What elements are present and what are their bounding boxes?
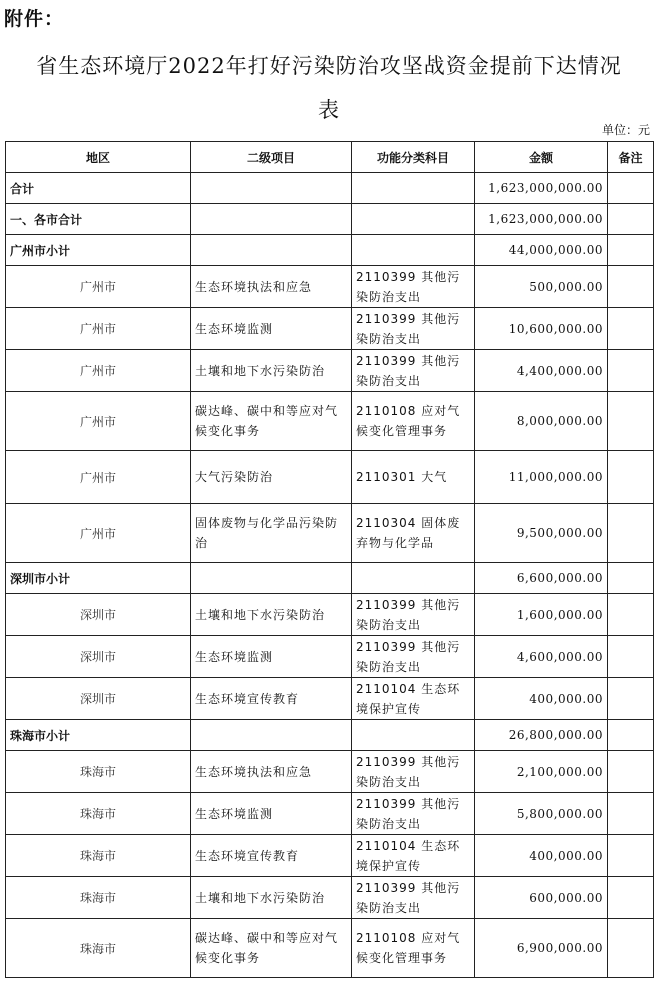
region-cell: 广州市 xyxy=(6,504,191,563)
table-row xyxy=(6,835,654,877)
region-cell: 广州市小计 xyxy=(6,235,191,266)
col-header-function: 功能分类科目 xyxy=(352,142,475,173)
total-row xyxy=(6,173,654,204)
note-cell xyxy=(608,266,654,308)
project-cell xyxy=(191,563,352,594)
total-row xyxy=(6,204,654,235)
region-cell: 合计 xyxy=(6,173,191,204)
project-cell: 碳达峰、碳中和等应对气候变化事务 xyxy=(191,919,352,978)
function-cell: 2110399 其他污染防治支出 xyxy=(352,350,475,392)
note-cell xyxy=(608,720,654,751)
project-cell: 土壤和地下水污染防治 xyxy=(191,594,352,636)
table-row xyxy=(6,919,654,978)
amount-cell: 400,000.00 xyxy=(475,835,608,877)
table-row xyxy=(6,308,654,350)
amount-cell: 4,600,000.00 xyxy=(475,636,608,678)
project-cell: 生态环境宣传教育 xyxy=(191,835,352,877)
region-cell: 珠海市 xyxy=(6,919,191,978)
function-cell: 2110301 大气 xyxy=(352,451,475,504)
amount-cell: 11,000,000.00 xyxy=(475,451,608,504)
project-cell: 生态环境监测 xyxy=(191,636,352,678)
fund-table xyxy=(5,141,654,978)
region-cell: 珠海市 xyxy=(6,835,191,877)
function-cell xyxy=(352,204,475,235)
note-cell xyxy=(608,636,654,678)
function-cell: 2110304 固体废弃物与化学品 xyxy=(352,504,475,563)
project-cell xyxy=(191,204,352,235)
region-cell: 深圳市小计 xyxy=(6,563,191,594)
table-row xyxy=(6,350,654,392)
region-cell: 深圳市 xyxy=(6,636,191,678)
amount-cell: 8,000,000.00 xyxy=(475,392,608,451)
document-title xyxy=(0,44,658,132)
attachment-label: 附件： xyxy=(4,8,65,30)
note-cell xyxy=(608,504,654,563)
note-cell xyxy=(608,563,654,594)
amount-cell: 400,000.00 xyxy=(475,678,608,720)
project-cell: 生态环境监测 xyxy=(191,308,352,350)
project-cell: 土壤和地下水污染防治 xyxy=(191,877,352,919)
function-cell: 2110399 其他污染防治支出 xyxy=(352,751,475,793)
function-cell xyxy=(352,235,475,266)
note-cell xyxy=(608,594,654,636)
table-row xyxy=(6,793,654,835)
function-cell: 2110399 其他污染防治支出 xyxy=(352,793,475,835)
note-cell xyxy=(608,793,654,835)
function-cell: 2110104 生态环境保护宣传 xyxy=(352,678,475,720)
amount-cell: 500,000.00 xyxy=(475,266,608,308)
title-line-1: 省生态环境厅2022年打好污染防治攻坚战资金提前下达情况 xyxy=(36,54,622,78)
region-cell: 珠海市小计 xyxy=(6,720,191,751)
note-cell xyxy=(608,835,654,877)
title-line-2: 表 xyxy=(318,98,340,122)
note-cell xyxy=(608,919,654,978)
project-cell xyxy=(191,235,352,266)
region-cell: 珠海市 xyxy=(6,877,191,919)
amount-cell: 5,800,000.00 xyxy=(475,793,608,835)
table-row xyxy=(6,594,654,636)
col-header-amount: 金额 xyxy=(475,142,608,173)
amount-cell: 1,623,000,000.00 xyxy=(475,173,608,204)
function-cell: 2110399 其他污染防治支出 xyxy=(352,308,475,350)
function-cell: 2110108 应对气候变化管理事务 xyxy=(352,392,475,451)
project-cell: 碳达峰、碳中和等应对气候变化事务 xyxy=(191,392,352,451)
table-row xyxy=(6,636,654,678)
table-body xyxy=(6,173,654,978)
amount-cell: 1,600,000.00 xyxy=(475,594,608,636)
function-cell: 2110399 其他污染防治支出 xyxy=(352,594,475,636)
amount-cell: 6,900,000.00 xyxy=(475,919,608,978)
project-cell: 生态环境执法和应急 xyxy=(191,751,352,793)
table-row xyxy=(6,504,654,563)
subtotal-row xyxy=(6,720,654,751)
table-row xyxy=(6,392,654,451)
table-row xyxy=(6,451,654,504)
project-cell xyxy=(191,173,352,204)
table-row xyxy=(6,877,654,919)
function-cell: 2110104 生态环境保护宣传 xyxy=(352,835,475,877)
function-cell: 2110399 其他污染防治支出 xyxy=(352,877,475,919)
note-cell xyxy=(608,173,654,204)
project-cell: 固体废物与化学品污染防治 xyxy=(191,504,352,563)
note-cell xyxy=(608,451,654,504)
region-cell: 广州市 xyxy=(6,308,191,350)
project-cell: 生态环境宣传教育 xyxy=(191,678,352,720)
table-row xyxy=(6,678,654,720)
function-cell: 2110108 应对气候变化管理事务 xyxy=(352,919,475,978)
col-header-region: 地区 xyxy=(6,142,191,173)
amount-cell: 44,000,000.00 xyxy=(475,235,608,266)
project-cell: 生态环境执法和应急 xyxy=(191,266,352,308)
function-cell xyxy=(352,563,475,594)
region-cell: 珠海市 xyxy=(6,751,191,793)
subtotal-row xyxy=(6,563,654,594)
region-cell: 广州市 xyxy=(6,350,191,392)
project-cell: 生态环境监测 xyxy=(191,793,352,835)
region-cell: 广州市 xyxy=(6,266,191,308)
table-row xyxy=(6,751,654,793)
function-cell xyxy=(352,720,475,751)
note-cell xyxy=(608,751,654,793)
project-cell: 土壤和地下水污染防治 xyxy=(191,350,352,392)
project-cell: 大气污染防治 xyxy=(191,451,352,504)
table-header-row xyxy=(6,142,654,173)
amount-cell: 600,000.00 xyxy=(475,877,608,919)
function-cell: 2110399 其他污染防治支出 xyxy=(352,266,475,308)
note-cell xyxy=(608,678,654,720)
subtotal-row xyxy=(6,235,654,266)
table-row xyxy=(6,266,654,308)
amount-cell: 26,800,000.00 xyxy=(475,720,608,751)
col-header-note: 备注 xyxy=(608,142,654,173)
region-cell: 珠海市 xyxy=(6,793,191,835)
amount-cell: 6,600,000.00 xyxy=(475,563,608,594)
function-cell xyxy=(352,173,475,204)
region-cell: 广州市 xyxy=(6,451,191,504)
note-cell xyxy=(608,235,654,266)
note-cell xyxy=(608,392,654,451)
region-cell: 广州市 xyxy=(6,392,191,451)
region-cell: 深圳市 xyxy=(6,678,191,720)
amount-cell: 1,623,000,000.00 xyxy=(475,204,608,235)
region-cell: 一、各市合计 xyxy=(6,204,191,235)
amount-cell: 2,100,000.00 xyxy=(475,751,608,793)
note-cell xyxy=(608,308,654,350)
amount-cell: 4,400,000.00 xyxy=(475,350,608,392)
project-cell xyxy=(191,720,352,751)
amount-cell: 10,600,000.00 xyxy=(475,308,608,350)
region-cell: 深圳市 xyxy=(6,594,191,636)
col-header-project: 二级项目 xyxy=(191,142,352,173)
note-cell xyxy=(608,350,654,392)
amount-cell: 9,500,000.00 xyxy=(475,504,608,563)
note-cell xyxy=(608,204,654,235)
note-cell xyxy=(608,877,654,919)
unit-label: 单位：元 xyxy=(601,123,650,137)
function-cell: 2110399 其他污染防治支出 xyxy=(352,636,475,678)
